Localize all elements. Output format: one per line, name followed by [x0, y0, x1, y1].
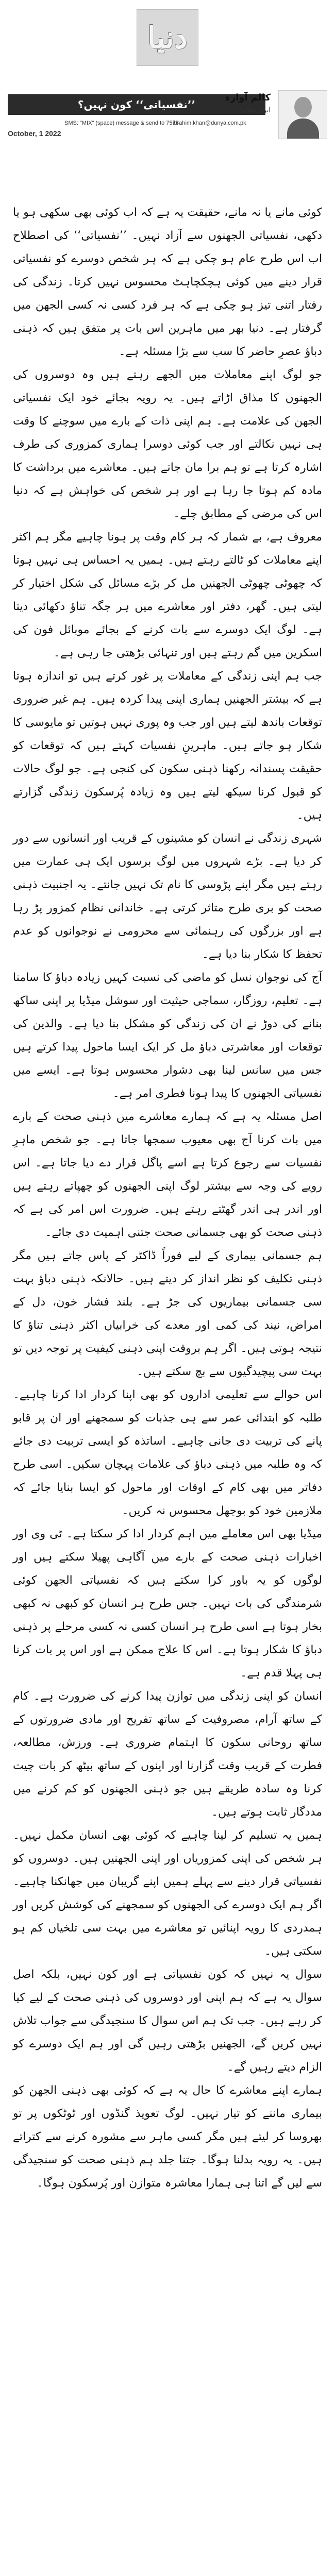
article-paragraph: ہمارے اپنے معاشرے کا حال یہ ہے کہ کوئی بھی ذہنی الجھن کو بیماری ماننے کو تیار نہیں۔ لوگ تعویذ گنڈوں اور ٹوٹکوں پر تو بھروسا کر لیتے ہیں مگر کسی ماہر سے مشورہ کرنے سے کتراتے ہیں۔ یہ رویہ بدلنا ہوگا۔ جتنا جلد ہم ذہنی صحت کو سنجیدگی سے لیں گے اتنا ہی ہمارا معاشرہ متوازن اور پُرسکون ہوگا۔ [13, 2084, 322, 2190]
article-body [13, 201, 322, 2566]
meta-row [8, 120, 327, 138]
publish-date: October, 1 2022 [8, 129, 61, 138]
article-paragraph: آج کی نوجوان نسل کو ماضی کی نسبت کہیں زیادہ دباؤ کا سامنا ہے۔ تعلیم، روزگار، سماجی حیثیت اور سوشل میڈیا پر اپنی ساکھ بنانے کی دوڑ نے ان کی زندگی کو مشکل بنا دیا ہے۔ والدین کی توقعات اور معاشرتی دباؤ مل کر ایک ایسا ماحول پیدا کرتے ہیں جس میں سانس لینا بھی دشوار محسوس ہوتا ہے۔ ایسے میں نفسیاتی الجھنوں کا پیدا ہونا فطری امر ہے۔ [13, 971, 322, 1100]
article-paragraph: جو لوگ اپنے معاملات میں الجھے رہتے ہیں وہ دوسروں کی الجھنوں کا مذاق اڑاتے ہیں۔ یہ رویہ بجائے خود ایک نفسیاتی الجھن کی علامت ہے۔ ہم اپنی ذات کے بارے میں سوچنے کا وقت ہی نہیں نکالتے اور جب کوئی دوسرا ہماری کمزوری کی طرف اشارہ کرتا ہے تو ہم برا مان جاتے ہیں۔ معاشرے میں برداشت کا مادہ کم ہوتا جا رہا ہے اور ہر شخص کی خواہش ہے کہ دنیا اس کی مرضی کے مطابق چلے۔ [13, 368, 322, 520]
article-paragraph: ہم جسمانی بیماری کے لیے فوراً ڈاکٹر کے پاس جاتے ہیں مگر ذہنی تکلیف کو نظر انداز کر دیتے ہیں۔ حالانکہ ذہنی دباؤ بہت سی جسمانی بیماریوں کی جڑ ہے۔ بلند فشار خون، دل کے امراض، نیند کی کمی اور معدے کی خرابیاں اکثر ذہنی تناؤ کا نتیجہ ہوتی ہیں۔ اگر ہم بروقت اپنی ذہنی کیفیت پر توجہ دیں تو بہت سی پیچیدگیوں سے بچ سکتے ہیں۔ [13, 1249, 322, 1378]
column-header [8, 90, 327, 139]
author-photo [278, 90, 327, 139]
logo-text: دنیا [147, 20, 188, 55]
sms-line: SMS: "MIX" (space) message & send to 7575 [64, 120, 179, 126]
author-photo-head [294, 97, 312, 117]
article-paragraph: جب ہم اپنی زندگی کے معاملات پر غور کرتے ہیں تو اندازہ ہوتا ہے کہ بیشتر الجھنیں ہماری اپنی پیدا کردہ ہیں۔ ہم غیر ضروری توقعات باندھ لیتے ہیں اور جب وہ پوری نہیں ہوتیں تو مایوسی کا شکار ہو جاتے ہیں۔ ماہرینِ نفسیات کہتے ہیں کہ توقعات کو حقیقت پسندانہ رکھنا ذہنی سکون کی کنجی ہے۔ جو لوگ حالات کو قبول کرنا سیکھ لیتے ہیں وہ زیادہ پُرسکون زندگی گزارتے ہیں۔ [13, 670, 322, 822]
article-paragraph: سوال یہ نہیں کہ کون نفسیاتی ہے اور کون نہیں، بلکہ اصل سوال یہ ہے کہ ہم اپنی اور دوسروں کی ذہنی صحت کے لیے کیا کر رہے ہیں۔ جب تک ہم اس سوال کا سنجیدگی سے جواب تلاش نہیں کریں گے، الجھنیں بڑھتی رہیں گی اور ہم ایک دوسرے کو الزام دیتے رہیں گے۔ [13, 1968, 322, 2074]
article-paragraph: شہری زندگی نے انسان کو مشینوں کے قریب اور انسانوں سے دور کر دیا ہے۔ بڑے شہروں میں لوگ برسوں ایک ہی عمارت میں رہتے ہیں مگر اپنے پڑوسی کا نام تک نہیں جانتے۔ یہ اجنبیت ذہنی صحت کو بری طرح متاثر کرتی ہے۔ خاندانی نظام کمزور پڑ رہا ہے اور بزرگوں کی رہنمائی سے محرومی نے نوجوانوں کو عدم تحفظ کا شکار بنا دیا ہے۔ [13, 832, 322, 961]
masthead [0, 0, 335, 185]
article-paragraph: انسان کو اپنی زندگی میں توازن پیدا کرنے کی ضرورت ہے۔ کام کے ساتھ آرام، مصروفیت کے ساتھ تفریح اور مادی ضرورتوں کے ساتھ روحانی سکون کا اہتمام ضروری ہے۔ ورزش، مطالعہ، فطرت کے قریب وقت گزارنا اور اپنوں کے ساتھ بیٹھ کر بات چیت کرنا وہ سادہ طریقے ہیں جو ذہنی الجھنوں کو کم کرنے میں مددگار ثابت ہوتے ہیں۔ [13, 1690, 322, 1819]
article-paragraph: معروف ہے، بے شمار کہ ہر کام وقت پر ہونا چاہیے مگر ہم اکثر اپنے معاملات کو ٹالتے رہتے ہیں۔ ہمیں یہ احساس ہی نہیں ہوتا کہ چھوٹی چھوٹی الجھنیں مل کر بڑے مسائل کی شکل اختیار کر لیتی ہیں۔ گھر، دفتر اور معاشرے میں ہر جگہ تناؤ دکھائی دیتا ہے۔ لوگ ایک دوسرے سے بات کرنے کے بجائے موبائل فون کی اسکرین میں گم رہتے ہیں اور تنہائی بڑھتی جا رہی ہے۔ [13, 531, 322, 659]
article-paragraph: میڈیا بھی اس معاملے میں اہم کردار ادا کر سکتا ہے۔ ٹی وی اور اخبارات ذہنی صحت کے بارے میں آگاہی پھیلا سکتے ہیں اور لوگوں کو یہ باور کرا سکتے ہیں کہ نفسیاتی الجھن کوئی شرمندگی کی بات نہیں۔ جس طرح ہر انسان کو کبھی نہ کبھی بخار ہوتا ہے اسی طرح ہر انسان کسی نہ کسی مرحلے پر ذہنی دباؤ کا شکار ہوتا ہے۔ اس کا علاج ممکن ہے اور اس پر بات کرنا ہی پہلا قدم ہے۔ [13, 1528, 322, 1680]
article-paragraph: اس حوالے سے تعلیمی اداروں کو بھی اپنا کردار ادا کرنا چاہیے۔ طلبہ کو ابتدائی عمر سے ہی جذبات کو سمجھنے اور ان پر قابو پانے کی تربیت دی جانی چاہیے۔ اساتذہ کو ایسی تربیت دی جائے کہ وہ طلبہ میں ذہنی دباؤ کی علامات پہچان سکیں۔ اسی طرح دفاتر میں بھی کام کے اوقات اور ماحول کو ایسا بنایا جائے کہ ملازمین خود کو بوجھل محسوس نہ کریں۔ [13, 1388, 322, 1517]
article-paragraph: ہمیں یہ تسلیم کر لینا چاہیے کہ کوئی بھی انسان مکمل نہیں۔ ہر شخص کی اپنی کمزوریاں اور اپنی الجھنیں ہیں۔ دوسروں کو نفسیاتی قرار دینے سے پہلے ہمیں اپنے گریبان میں جھانکنا چاہیے۔ اگر ہم ایک دوسرے کی الجھنوں کو سمجھنے کی کوشش کریں اور ہمدردی کا رویہ اپنائیں تو معاشرے میں بہت سی تلخیاں کم ہو سکتی ہیں۔ [13, 1829, 322, 1958]
newspaper-logo [137, 9, 198, 66]
article-paragraph: اصل مسئلہ یہ ہے کہ ہمارے معاشرے میں ذہنی صحت کے بارے میں بات کرنا آج بھی معیوب سمجھا جاتا ہے۔ جو شخص ماہرِ نفسیات سے رجوع کرتا ہے اسے پاگل قرار دے دیا جاتا ہے۔ اس رویے کی وجہ سے بیشتر لوگ اپنی الجھنوں کو چھپاتے رہتے ہیں اور اندر ہی اندر گھٹتے رہتے ہیں۔ ضرورت اس امر کی ہے کہ ذہنی صحت کو بھی جسمانی صحت جتنی اہمیت دی جائے۔ [13, 1110, 322, 1239]
column-name: کالم آوارہ [225, 92, 271, 103]
article-title: ’’نفسیاتی‘‘ کون نہیں؟ [8, 94, 265, 115]
author-name: ابرار خٹک [243, 107, 271, 114]
article-paragraph: کوئی مانے یا نہ مانے، حقیقت یہ ہے کہ اب کوئی بھی سکھی ہو یا دکھی، نفسیاتی الجھنوں سے آزاد نہیں۔ ’’نفسیاتی‘‘ کی اصطلاح اب اس طرح عام ہو چکی ہے کہ ہر شخص دوسرے کو نفسیاتی قرار دینے میں کوئی ہچکچاہٹ محسوس نہیں کرتا۔ زندگی کی رفتار اتنی تیز ہو چکی ہے کہ ہر فرد کسی نہ کسی الجھن میں گرفتار ہے۔ دنیا بھر میں ماہرین اس بات پر متفق ہیں کہ ذہنی دباؤ عصرِ حاضر کا سب سے بڑا مسئلہ ہے۔ [13, 206, 322, 358]
author-email: ibrahim.khan@dunya.com.pk [173, 120, 246, 126]
